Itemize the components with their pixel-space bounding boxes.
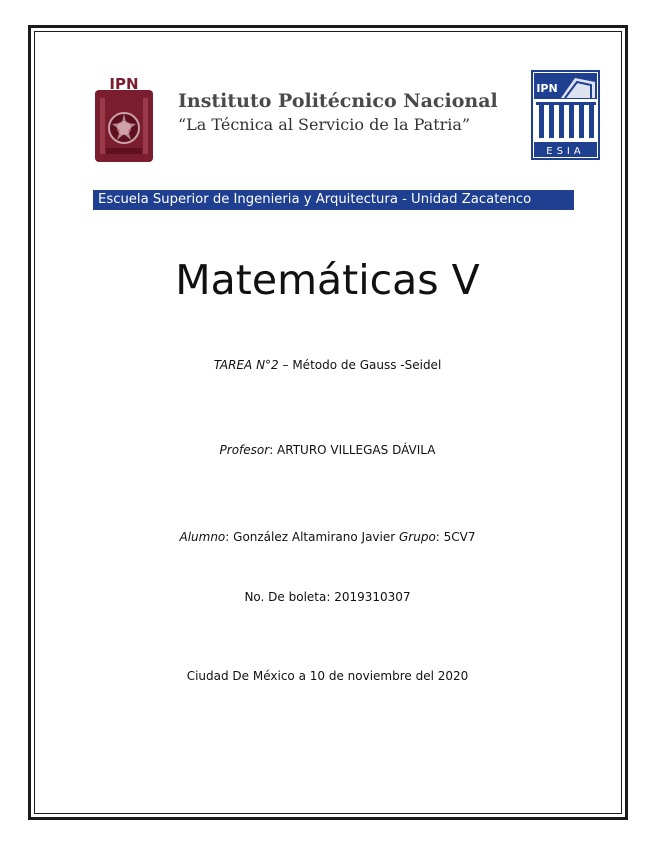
- student-line: [0, 530, 655, 544]
- esia-logo-text: ESIA: [546, 146, 585, 157]
- boleta-line: No. De boleta: 2019310307: [244, 590, 411, 604]
- institution-name: Instituto Politécnico Nacional: [178, 90, 498, 112]
- group-label: Grupo: [399, 530, 436, 544]
- professor-line: [0, 443, 655, 457]
- place-date-line: Ciudad De México a 10 de noviembre del 2020: [186, 669, 469, 683]
- ipn-logo: [92, 76, 156, 166]
- professor-name: : ARTURO VILLEGAS DÁVILA: [269, 443, 436, 457]
- assignment-line: [0, 358, 655, 372]
- group-value: : 5CV7: [435, 530, 476, 544]
- assignment-label: TAREA N°2: [213, 358, 279, 372]
- school-name-band: Escuela Superior de Ingenieria y Arquitectura - Unidad Zacatenco: [93, 190, 574, 210]
- institution-motto: “La Técnica al Servicio de la Patria”: [178, 115, 471, 134]
- student-label: Alumno: [179, 530, 226, 544]
- course-title: Matemáticas V: [175, 256, 480, 304]
- student-name: : González Altamirano Javier: [225, 530, 399, 544]
- esia-logo: [531, 70, 600, 160]
- professor-label: Profesor: [219, 443, 270, 457]
- ipn-logo-text: IPN: [109, 76, 139, 93]
- esia-logo-ipn-text: IPN: [536, 82, 558, 95]
- assignment-topic: – Método de Gauss -Seidel: [278, 358, 442, 372]
